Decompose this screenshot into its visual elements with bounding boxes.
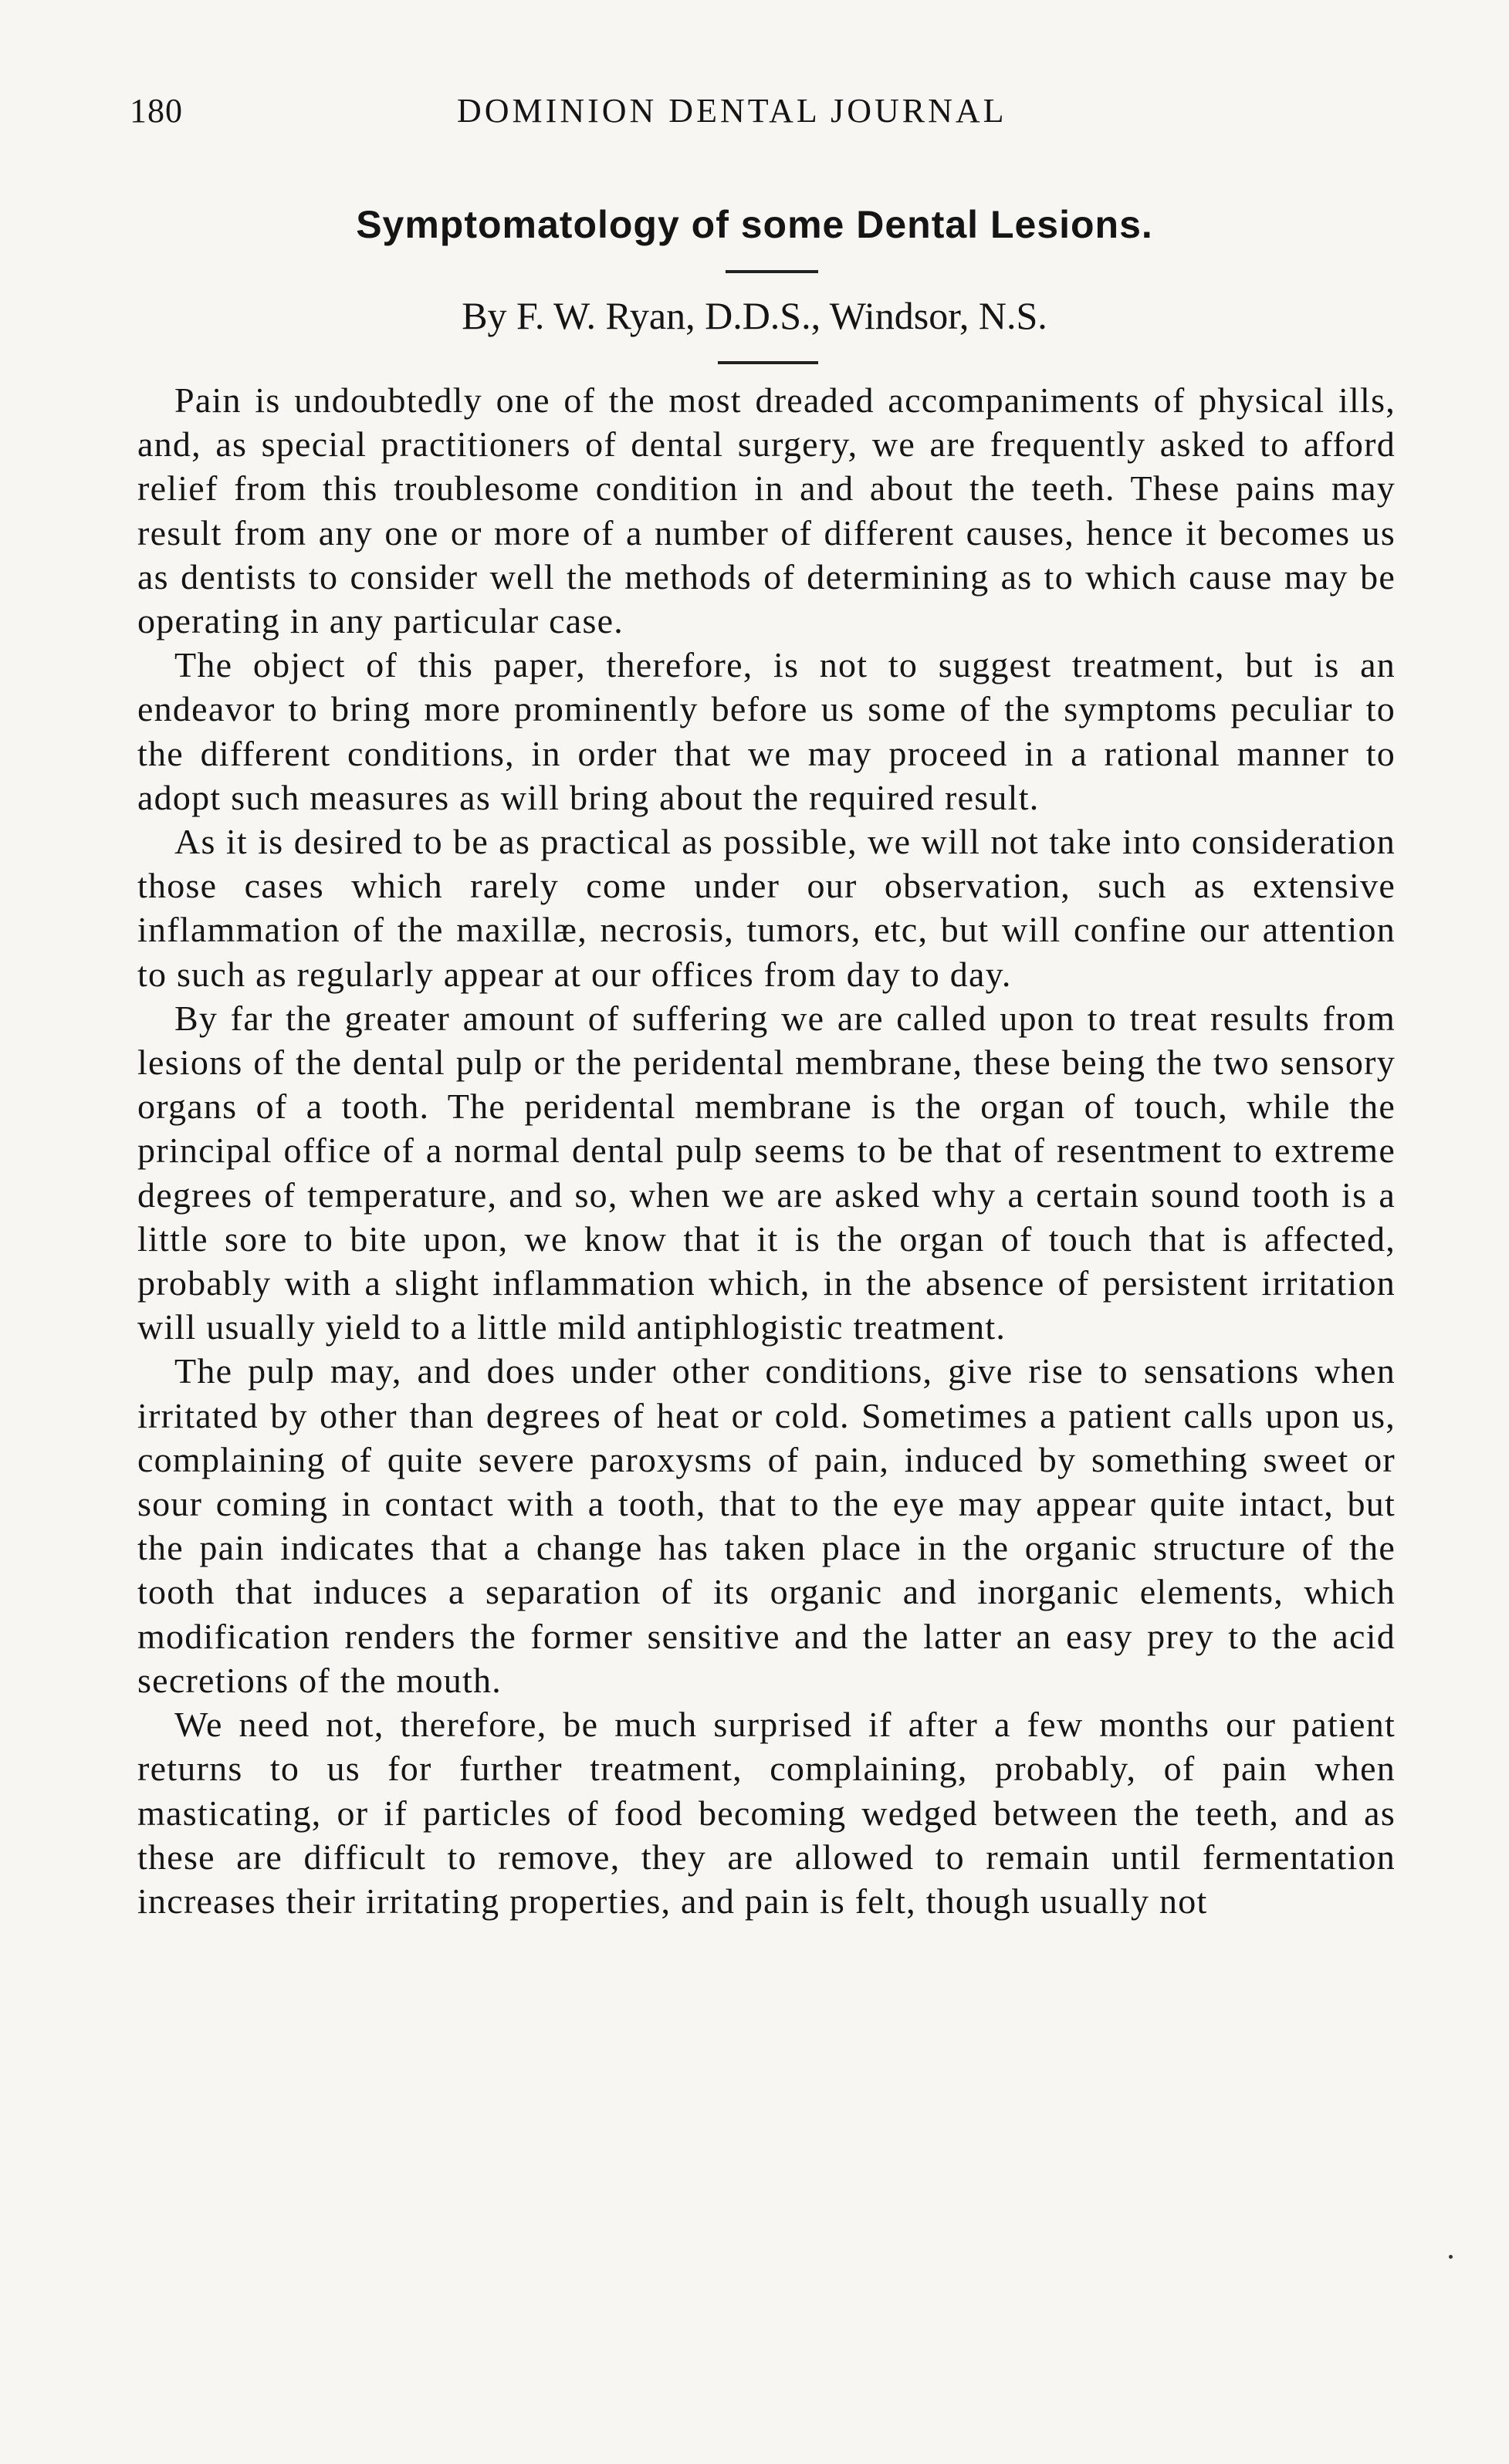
article-title: Symptomatology of some Dental Lesions. — [356, 203, 1153, 246]
paragraph: Pain is undoubtedly one of the most dreaded accompaniments of physical ills, and, as special practitioners of dental surgery, we are frequently asked to afford relief from this troublesome condition in and about the teeth. These pains may result from any one or more of a number of different causes, hence it becomes us as dentists to consider well the methods of determining as to which cause may be operating in any particular case. — [137, 380, 1396, 641]
author-byline: By F. W. Ryan, D.D.S., Windsor, N.S. — [462, 294, 1047, 337]
paragraph: As it is desired to be as practical as possible, we will not take into consideration those cases which rarely come under our observation, such as extensive inflammation of the maxillæ, necrosis, tumors, etc, but will confine our attention to such as regularly appear at our offices from day to day. — [137, 822, 1396, 994]
byline-divider — [718, 361, 818, 364]
page-number: 180 — [130, 92, 183, 130]
paragraph: The pulp may, and does under other conditions, give rise to sensations when irritated by other than degrees of heat or cold. Sometimes a patient calls upon us, complaining of quite severe paroxysms of pain, induced by something sweet or sour coming in contact with a tooth, that to the eye may appear quite intact, but the pain indicates that a change has taken place in the organic structure of the tooth that induces a separation of its organic and inorganic elements, which modification renders the former sensitive and the latter an easy prey to the acid secretions of the mouth. — [137, 1351, 1396, 1700]
ink-speck — [1449, 2255, 1453, 2259]
paragraph: We need not, therefore, be much surprised if after a few months our patient returns to us for further treatment, complaining, probably, of pain when masticating, or if particles of food becoming wedged between the teeth, and as these are difficult to remove, they are allowed to remain until fermentation increases their irritating properties, and pain is felt, though usually not — [137, 1705, 1396, 1921]
paragraph: By far the greater amount of suffering we are called upon to treat results from lesions of the dental pulp or the peridental membrane, these being the two sensory organs of a tooth. The peridental membrane is the organ of touch, while the principal office of a normal dental pulp seems to be that of resentment to extreme degrees of temperature, and so, when we are asked why a certain sound tooth is a little sore to bite upon, we know that it is the organ of touch that is affected, probably with a slight inflammation which, in the absence of persistent irritation will usually yield to a little mild antiphlogistic treatment. — [137, 998, 1396, 1347]
article-body — [137, 378, 1396, 1923]
journal-title: DOMINION DENTAL JOURNAL — [457, 92, 1007, 130]
paragraph: The object of this paper, therefore, is not to suggest treatment, but is an endeavor to bring more prominently before us some of the symptoms peculiar to the different conditions, in order that we may proceed in a rational manner to adopt such measures as will bring about the required result. — [137, 645, 1396, 817]
title-divider — [726, 270, 818, 273]
running-head — [130, 91, 1396, 145]
